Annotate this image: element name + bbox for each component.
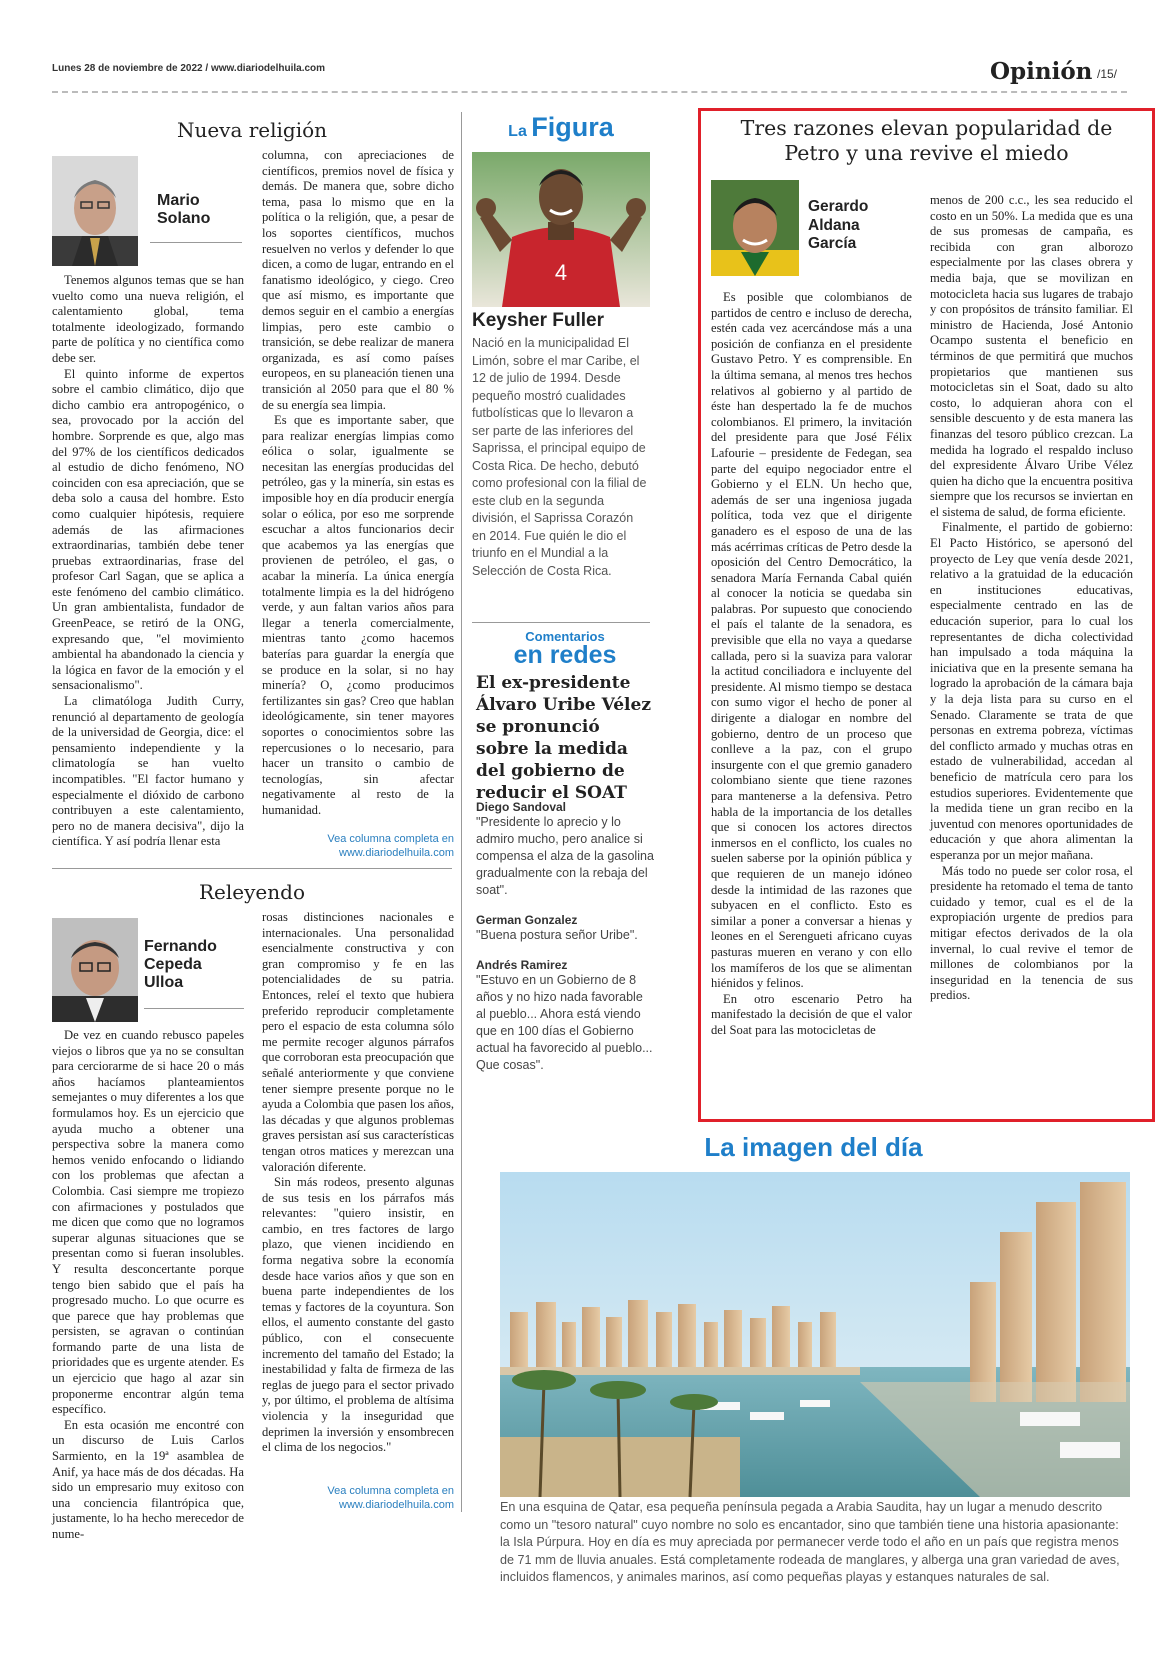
redes-comment-list [476, 800, 654, 1074]
imagen-del-dia-photo [500, 1172, 1130, 1497]
article-title-nueva-religion: Nueva religión [176, 118, 328, 142]
author-photo-fernando-cepeda [52, 918, 138, 1022]
imagen-del-dia-title: La imagen del día [704, 1132, 923, 1162]
column-divider-left [461, 112, 462, 1512]
paragraph: La climatóloga Judith Curry, renunció al departamento de geología de la universidad de Georgia, dice: el pensamiento independiente y la climatología se han vuelto incompatibles. "El factor humano y especialmente el dióxido de carbono contribuyen a este calentamiento, pero no de manera decisiva", dijo la científica. Y así podría llenar esta [52, 694, 244, 849]
read-more-link-nueva-religion[interactable] [262, 832, 454, 860]
paragraph: Tenemos algunos temas que se han vuelto como una nueva religión, el calentamiento global, tema totalmente ideologizado, formando parte de política y no científica como debe ser. [52, 273, 244, 365]
comment-text: "Buena postura señor Uribe". [476, 928, 638, 942]
featured-body-right [930, 193, 1133, 1110]
author-name-gerardo-aldana: Gerardo Aldana García [808, 198, 869, 252]
paragraph: rosas distinciones nacionales e internacionales. Una personalidad esencialmente constructiva y con gran compromiso y fe en las potencialidades de su patria. Entonces, releí el texto que hubiera preferido reproducir completamente pero el espacio de esta columna sólo me permite recoger algunos párrafos que corroboran esta preocupación que señalé anteriormente y que conviene tener siempre presente porque no le ayuda a Colombia que pasen los años, las décadas y que algunos problemas graves persistan así sus características tengan otros matices y merezcan una valoración diferente. [262, 910, 455, 1174]
read-more-link-releyendo[interactable] [262, 1484, 454, 1512]
figura-player-photo [472, 152, 650, 307]
paragraph: En esta ocasión me encontré con un discurso de Luis Carlos Sarmiento, en la 19ª asamblea de Anif, ya hace más de dos décadas. Ha sido un empresario muy exitoso con una conciencia filantrópica que, justamente, lo ha hecho merecedor de nume- [52, 1417, 244, 1541]
article-title-releyendo: Releyendo [199, 880, 305, 904]
article-body-left-releyendo [52, 1028, 244, 1541]
paragraph: Más todo no puede ser color rosa, el presidente ha retomado el tema de tanto cuidado y temor, cual es el de la expropiación urgente de predios para mitigar efectos derivados de la ola invernal, lo cual revive el temor de millones de colombianos por la inseguridad en la tenencia de sus predios. [930, 863, 1133, 1003]
featured-body-left [711, 290, 912, 1110]
imagen-del-dia-caption: En una esquina de Qatar, esa pequeña península pegada a Arabia Saudita, hay un lugar a menudo descrito como un "tesoro natural" cuyo nombre no solo es encantador, sino que también tiene una historia apasionante: la Isla Púrpura. Hoy en día es muy apreciada por permanecer verde todo el año en un país que registra menos de 71 mm de lluvia anuales. Está completamente rodeada de manglares, y alberga una gran variedad de aves, incluidos flamencos, y animales marinos, así como pequeñas playas y estanques naturales de sal. [500, 1500, 1120, 1584]
article-body-right-releyendo [262, 910, 454, 1476]
author-photo-mario-solano [52, 156, 138, 266]
read-more-text: Vea columna completa en [327, 833, 454, 845]
read-more-url: www.diariodelhuila.com [339, 1499, 454, 1511]
page-number: /15/ [1097, 67, 1118, 81]
paragraph: De vez en cuando rebusco papeles viejos o libros que ya no se consultan para cerciorarme de si hace 20 o más años hacíamos planteamientos semejantes o muy diferentes a los que formulamos hoy. Es un ejercicio que ayuda mucho a obtener una perspectiva sobre la manera como hemos venido enfocando o lidiando con los problemas que afectan a Colombia. Casi siempre me tropiezo con afirmaciones y postulados que me dicen que como que no logramos superar algunas situaciones que se presentan como si fueran insolubles. Y resulta desconcertante porque tengo bien sabido que el país ha progresado mucho. Lo que ocurre es que parece que hay problemas que persisten, se agravan o continúan formando parte de una lista de prioridades que es urgente atender. Es un ejercicio que hago al azar sin proponerme encontrar algún tema específico. [52, 1028, 244, 1417]
article-divider [52, 868, 452, 869]
figura-bio: Nació en la municipalidad El Limón, sobre el mar Caribe, el 12 de julio de 1994. Desde pequeño mostró cualidades futbolísticas que lo llevaron a ser parte de las inferiores del Saprissa, el principal equipo de Costa Rica. De hecho, debutó como profesional con la filial de este club en la segunda división, el Saprissa Corazón en 2014. Fue quién le dio el triunfo en el Mundial a la Selección de Costa Rica. [472, 336, 647, 578]
read-more-text: Vea columna completa en [327, 1485, 454, 1497]
author-name-fernando-cepeda: Fernando Cepeda Ulloa [144, 938, 217, 991]
comment-text: "Estuvo en un Gobierno de 8 años y no hizo nada favorable al pueblo... Ahora está viendo que en 100 días el Gobierno actual ha favorecido al pueblo... Que cosas". [476, 973, 653, 1072]
author-name-mario-solano: Mario Solano [157, 192, 211, 227]
paragraph: Finalmente, el partido de gobierno: El Pacto Histórico, se apersonó del proyecto de Ley que venía desde 2021, relativo a la gratuidad de la educación en instituciones educativas, especialmente centrado en las de educación superior, para lo cual los representantes de dicha colectividad han impulsado a toda máquina la iniciativa que en la presente semana ha logrado la aprobación de la cámara baja y la deja lista para su curso en el Senado. Claramente se trata de que personas en extrema pobreza, víctimas del conflicto armado y muchas otras en estado de vulnerabilidad, accedan al beneficio de matrícula cero para los estudios superiores. Evidentemente que la medida tiene un gran recibo en la juventud con menores oportunidades de educación y que ahora alimentan la esperanza por un mejor mañana. [930, 520, 1133, 862]
redes-comment [476, 958, 654, 1074]
figura-heading [472, 112, 650, 143]
redes-heading-big: en redes [513, 641, 617, 669]
author-rule [150, 242, 242, 243]
author-photo-gerardo-aldana [711, 180, 799, 276]
comment-text: "Presidente lo aprecio y lo admiro mucho, pero analice si compensa el alza de la gasolina gradualmente con la rebaja del soat". [476, 815, 654, 897]
read-more-url: www.diariodelhuila.com [339, 847, 454, 859]
section-title: Opinión [990, 58, 1093, 85]
comment-author: Diego Sandoval [476, 800, 567, 814]
paragraph: El quinto informe de expertos sobre el cambio climático, dijo que dicho cambio era antropogénico, o sea, provocado por la acción del hombre. Sorprende es que, algo mas del 97% de los científicos dedicados al estudio de dicho fenómeno, NO coinciden con esa apreciación, que se deba solo a causa del hombre. Esto como cualquier hipótesis, requiere además de las afirmaciones extraordinarias, también debe tener pruebas extraordinarias, frase del profesor Carl Sagan, que se aplica a este fenómeno del cambio climático. Un gran ambientalista, fundador de GreenPeace, se retiró de la ONG, expresando que, "el movimiento ambiental ha abandonado la ciencia y la lógica en favor de la emoción y el sensacionalismo". [52, 366, 244, 693]
redes-headline: El ex-presidente Álvaro Uribe Vélez se pronunció sobre la medida del gobierno de reducir el SOAT [476, 673, 651, 803]
figura-heading-big: Figura [531, 112, 614, 142]
paragraph: columna, con apreciaciones de científicos, premios novel de física y demás. De manera que, sobre dicho tema, pasa lo mismo que en la política o la religión, que, a pesar de los soportes científicos, muchos resuelven no verlos y defender lo que dicen, a como de lugar, entrando en el fanatismo ideológico, y ciego. Creo que así mismo, es importante que demos seguir en el cambio a energías limpias, pero este cambio o transición, se debe realizar de manera organizada, es así como países europeos, en su planeación tienen una transición al 2050 para que el 80 % de su energía sea limpia. [262, 148, 454, 412]
figura-divider [472, 622, 650, 623]
paragraph: Es posible que colombianos de partidos de centro e incluso de derecha, estén cada vez acercándose más a una posición de confianza en el presidente Gustavo Petro. Y es comprensible. En la última semana, al menos tres hechos relativos al gobierno y al partido de éste han despertado la fe de muchos colombianos. El primero, la invitación del presidente para que José Félix Lafourie – presidente de Fedegan, sea parte del equipo negociador entre el Gobierno y el ELN. Un hecho que, además de ser una ingeniosa jugada política, toda vez que el dirigente ganadero es el esposo de una de las más acérrimas críticas de Petro desde la oposición del Centro Democrático, la senadora María Fernanda Cabal quién al conocer la noticia se quedaba sin palabras. Por supuesto que conociendo el país el talante de la senadora, es previsible que ella no vaya a quedarse callada, pero si la suaviza para valorar la actitud conciliadora e incluyente del presidente. Al mismo tiempo se destaca con sumo vigor el hecho de poner al dirigente a dialogar en nombre del gobierno, dentro de un proceso que conlleve a la paz, con el grupo insurgente con el que gremio ganadero colombiano siente que tiene razones para mantenerse a la defensiva. Petro habla de la importancia de los detalles que si conocen los actores directos inmersos en el conflicto, los cuales no suelen saberse por la opinión pública y que requieren de un manejo idóneo desde la intimidad de las razones que subyacen en el conflicto. Esto es similar a poner a conversar a hienas y leones en el Serengueti africano cuyas pasturas mueren en verano y con ello los mamíferos de los que se alimentan hiénidos y felinos. [711, 290, 912, 991]
featured-article-title: Tres razones elevan popularidad de Petro y una revive el miedo [740, 116, 1113, 165]
paragraph: Es que es importante saber, que para realizar energías limpias como eólica o solar, igualmente se necesitan las energías producidas del petróleo, gas y la minería, sin estas es imposible hoy en día producir energía solar o eólica, por eso me sorprende escuchar a altos funcionarios decir que acabemos ya las energías que provienen de petróleo, el gas, o acabar la minería. La única energía totalmente limpia es la del hidrógeno verde, y aun faltan varios años para llegar a tenerla comercialmente, mientras tanto ¿como hacemos baterías para guardar la energía que se produce en la solar, si no hay minería? O, ¿como producimos fertilizantes sin gas? Creo que hablan ideológicamente, sin tener mayores soportes o conocimientos sobre las repercusiones o lo necesario, para hacer un transito o cambio de tecnologías, sin afectar negativamente al resto de la humanidad. [262, 413, 454, 817]
paragraph: En otro escenario Petro ha manifestado la decisión de que el valor del Soat para las motocicletas de [711, 991, 912, 1037]
comment-author: Andrés Ramirez [476, 958, 568, 972]
author-rule [144, 1008, 244, 1009]
header-rule [52, 91, 1127, 93]
redes-comment [476, 913, 654, 944]
redes-heading-small: Comentarios [525, 629, 605, 644]
redes-heading [485, 630, 645, 668]
jersey-number: 4 [554, 260, 568, 285]
figura-heading-small: La [508, 123, 527, 140]
redes-comment [476, 800, 654, 899]
paragraph: Sin más rodeos, presento algunas de sus tesis en los párrafos más relevantes: "quiero insistir, en cambio, en tres factores de largo plazo, que vienen incidiendo en forma negativa sobre la economía desde hace varios años y que son en buena parte independientes de los temas y factores de la coyuntura. Son ellos, el aumento constante del gasto público, con el consecuente incremento del tamaño del Estado; la inestabilidad y falta de firmeza de las reglas de juego para el sector privado y, por último, el problema de altísima violencia y la inseguridad que deprimen la inversión y ensombrecen el clima de los negocios." [262, 1175, 454, 1455]
article-body-left-nueva-religion [52, 273, 244, 855]
paragraph: menos de 200 c.c., les sea reducido el costo en un 50%. La medida que es una de sus promesas de campaña, es recibida con gran alborozo especialmente por las clases obrera y media baja, que se movilizan en motocicleta hacia sus lugares de trabajo y con propósitos de tránsito familiar. El ministro de Hacienda, José Antonio Ocampo sustenta el beneficio en términos de que permitirá que muchos propietarios que mantienen sus motocicletas sin el Soat, dado su alto costo, lo adquieran ahora con el sensible descuento y de esta manera las finanzas del tesoro público crezcan. La medida ha logrado el respaldo incluso del expresidente Álvaro Uribe Vélez quien ha dicho que la encuentra positiva siempre que los recursos se inviertan en el sistema de salud, de forma eficiente. [930, 193, 1133, 519]
figura-name: Keysher Fuller [472, 310, 604, 331]
header-date-site: Lunes 28 de noviembre de 2022 / www.diariodelhuila.com [52, 63, 326, 74]
comment-author: German Gonzalez [476, 913, 578, 927]
article-body-right-nueva-religion [262, 148, 454, 817]
